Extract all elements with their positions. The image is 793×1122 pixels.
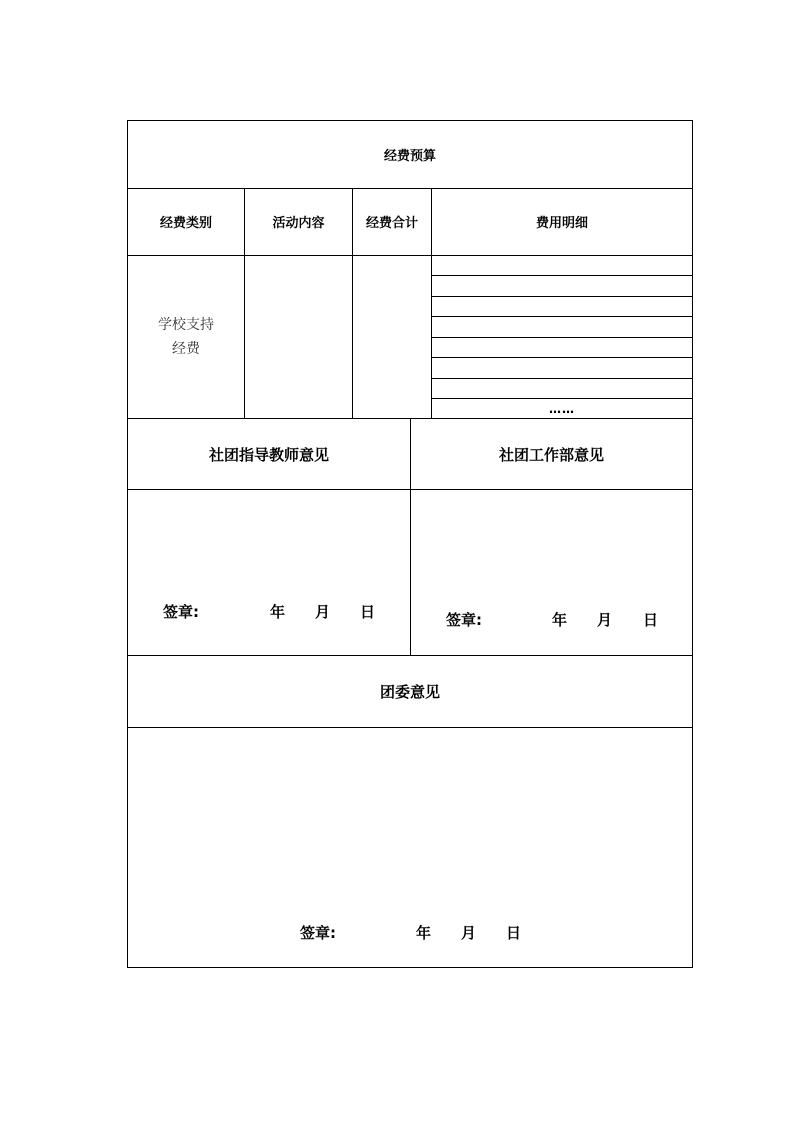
category-line2: 经费 <box>172 341 200 357</box>
detail-line <box>432 337 692 338</box>
signature-year: 年 <box>552 611 568 629</box>
signature-label: 签章: <box>446 611 482 629</box>
signature-month: 月 <box>597 611 613 629</box>
activity-content-cell[interactable] <box>245 256 352 418</box>
signature-label: 签章: <box>300 924 336 942</box>
league-opinion-area[interactable] <box>128 728 692 967</box>
signature-day: 日 <box>360 603 376 621</box>
category-text <box>158 313 214 361</box>
advisor-opinion-title: 社团指导教师意见 <box>208 445 329 464</box>
category-line1: 学校支持 <box>158 317 214 333</box>
league-opinion-title: 团委意见 <box>379 683 440 701</box>
signature-day: 日 <box>643 611 659 629</box>
header-category: 经费类别 <box>159 216 212 231</box>
department-opinion-area[interactable] <box>411 490 692 655</box>
detail-line <box>432 275 692 276</box>
signature-year: 年 <box>270 603 286 621</box>
header-total: 经费合计 <box>365 216 418 231</box>
department-opinion-title: 社团工作部意见 <box>498 445 604 464</box>
signature-day: 日 <box>506 924 522 942</box>
signature-year: 年 <box>416 924 432 942</box>
header-details: 费用明细 <box>535 216 588 231</box>
category-cell <box>128 256 244 418</box>
advisor-opinion-area[interactable] <box>128 490 410 655</box>
signature-month: 月 <box>315 603 331 621</box>
detail-line <box>432 316 692 317</box>
detail-line <box>432 296 692 297</box>
form-table <box>127 120 693 968</box>
detail-line <box>432 378 692 379</box>
header-activity: 活动内容 <box>272 216 325 231</box>
budget-title: 经费预算 <box>383 149 436 164</box>
detail-line <box>432 357 692 358</box>
signature-label: 签章: <box>163 603 199 621</box>
column-divider <box>431 188 432 418</box>
signature-month: 月 <box>461 924 477 942</box>
total-cell[interactable] <box>353 256 431 418</box>
details-ellipsis: …… <box>549 401 575 416</box>
